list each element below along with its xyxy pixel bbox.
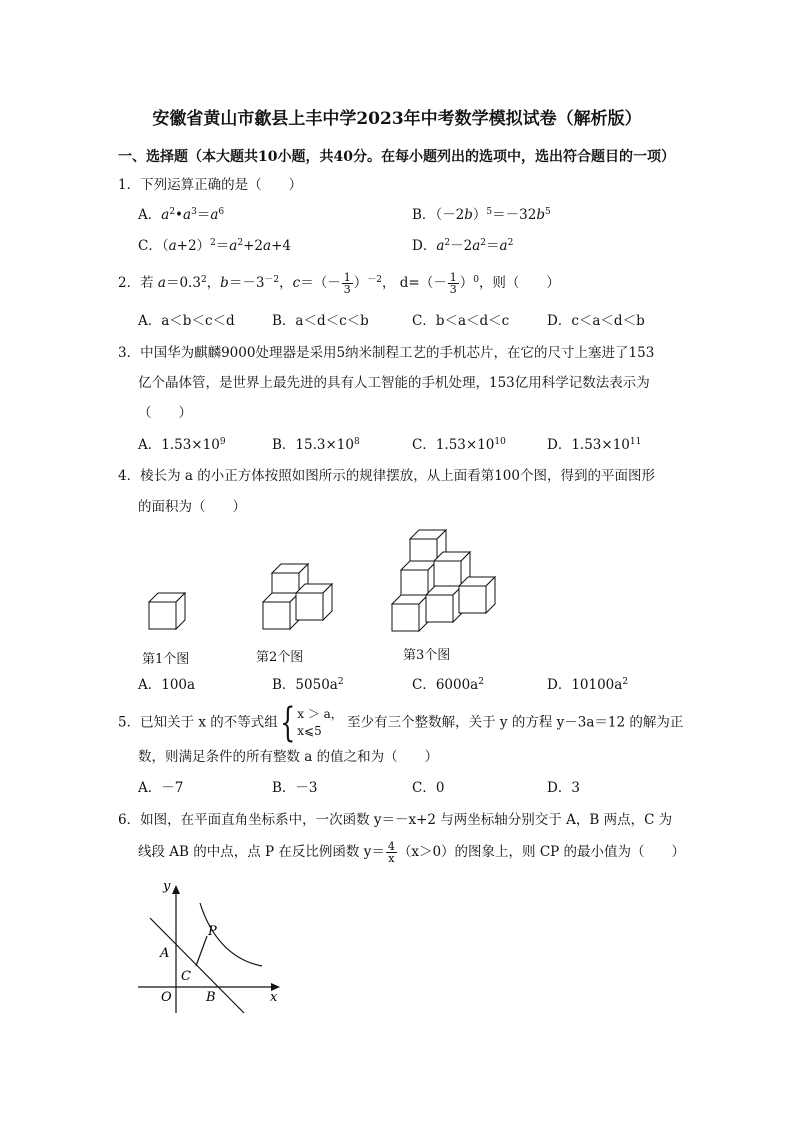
label-x: x <box>270 990 278 1005</box>
q3-option-d[interactable]: D．$1.53\times 10^{11}$ <box>547 437 642 453</box>
q6-line1: 6．如图，在平面直角坐标系中，一次函数 y＝－x+2 与两坐标轴分别交于 A，B 两点，C 为 <box>118 812 673 828</box>
q4-option-c[interactable]: C．$6000a^2$ <box>412 677 484 693</box>
q2-option-b[interactable]: B．a＜d＜c＜b <box>272 313 369 329</box>
label-a: A <box>160 946 170 961</box>
q4-line2: 的面积为（ ） <box>138 499 246 515</box>
q3-line2: 亿个晶体管，是世界上最先进的具有人工智能的手机处理，153亿用科学记数法表示为 <box>138 375 650 391</box>
q1-stem: 1．下列运算正确的是（ ） <box>118 177 303 193</box>
q5-option-c[interactable]: C．0 <box>412 780 445 796</box>
label-p: P <box>208 924 217 939</box>
q5-stem: 5．已知关于 x 的不等式组{ x ＞ a， x⩽5 至少有三个整数解，关于 y 的方程 y－3a＝12 的解为正 <box>118 700 684 746</box>
y-axis-arrow <box>172 885 180 894</box>
label-c: C <box>181 969 191 984</box>
q4-option-a[interactable]: A．100a <box>138 677 196 693</box>
fig3-caption: 第3个图 <box>403 648 451 663</box>
fig1-caption: 第1个图 <box>142 652 190 667</box>
q3-line3: （ ） <box>138 405 192 421</box>
label-o: O <box>161 990 172 1005</box>
q6-line2: 线段 AB 的中点，点 P 在反比例函数 y＝ $\frac{4}{x}$ （x＞0）的图象上，则 CP 的最小值为（ ） <box>138 840 686 865</box>
section-heading: 一、选择题（本大题共10小题，共40分。在每小题列出的选项中，选出符合题目的一项） <box>118 149 675 165</box>
q2-option-d[interactable]: D．c＜a＜d＜b <box>547 313 645 329</box>
q5-line2: 数，则满足条件的所有整数 a 的值之和为（ ） <box>138 749 439 765</box>
q1-option-a[interactable]: A．$a^2•a^3=a^6$ <box>138 207 225 223</box>
fig2-caption: 第2个图 <box>256 650 304 665</box>
label-b: B <box>206 990 216 1005</box>
q1-option-c[interactable]: C．$(a+2)^2=a^2+2a+4$ <box>138 238 291 254</box>
q1-option-d[interactable]: D．$a^2-2a^2=a^2$ <box>412 238 514 254</box>
q3-option-c[interactable]: C．$1.53\times 10^{10}$ <box>412 437 506 453</box>
q2-option-c[interactable]: C．b＜a＜d＜c <box>412 313 510 329</box>
q2-option-a[interactable]: A．a＜b＜c＜d <box>138 313 235 329</box>
q4-option-b[interactable]: B．$5050a^2$ <box>272 677 344 693</box>
q1-option-b[interactable]: B．$(-2b)^5=-32b^5$ <box>412 207 551 223</box>
q5-option-d[interactable]: D．3 <box>547 780 580 796</box>
page-title: 安徽省黄山市歙县上丰中学2023年中考数学模拟试卷（解析版） <box>152 109 642 129</box>
q5-option-b[interactable]: B．－3 <box>272 780 318 796</box>
q2-stem: 2．若 $a=0.3^2$，$b=-3^{-2}$，c＝（－ $\frac{1}{3}$ ）$^{-2}$， d=（－ $\frac{1}{3}$ ）$^0$，则（ ） <box>118 271 560 296</box>
label-y: y <box>163 879 171 894</box>
q5-option-a[interactable]: A．－7 <box>138 780 184 796</box>
segment-cp <box>196 936 207 966</box>
q3-line1: 3．中国华为麒麟9000处理器是采用5纳米制程工艺的手机芯片，在它的尺寸上塞进了153 <box>118 345 655 361</box>
q3-option-a[interactable]: A．$1.53\times 10^9$ <box>138 437 226 453</box>
q4-option-d[interactable]: D．$10100a^2$ <box>547 677 629 693</box>
q3-option-b[interactable]: B．$15.3\times 10^8$ <box>272 437 360 453</box>
q4-line1: 4．棱长为 a 的小正方体按照如图所示的规律摆放，从上面看第100个图，得到的平面图形 <box>118 468 655 484</box>
